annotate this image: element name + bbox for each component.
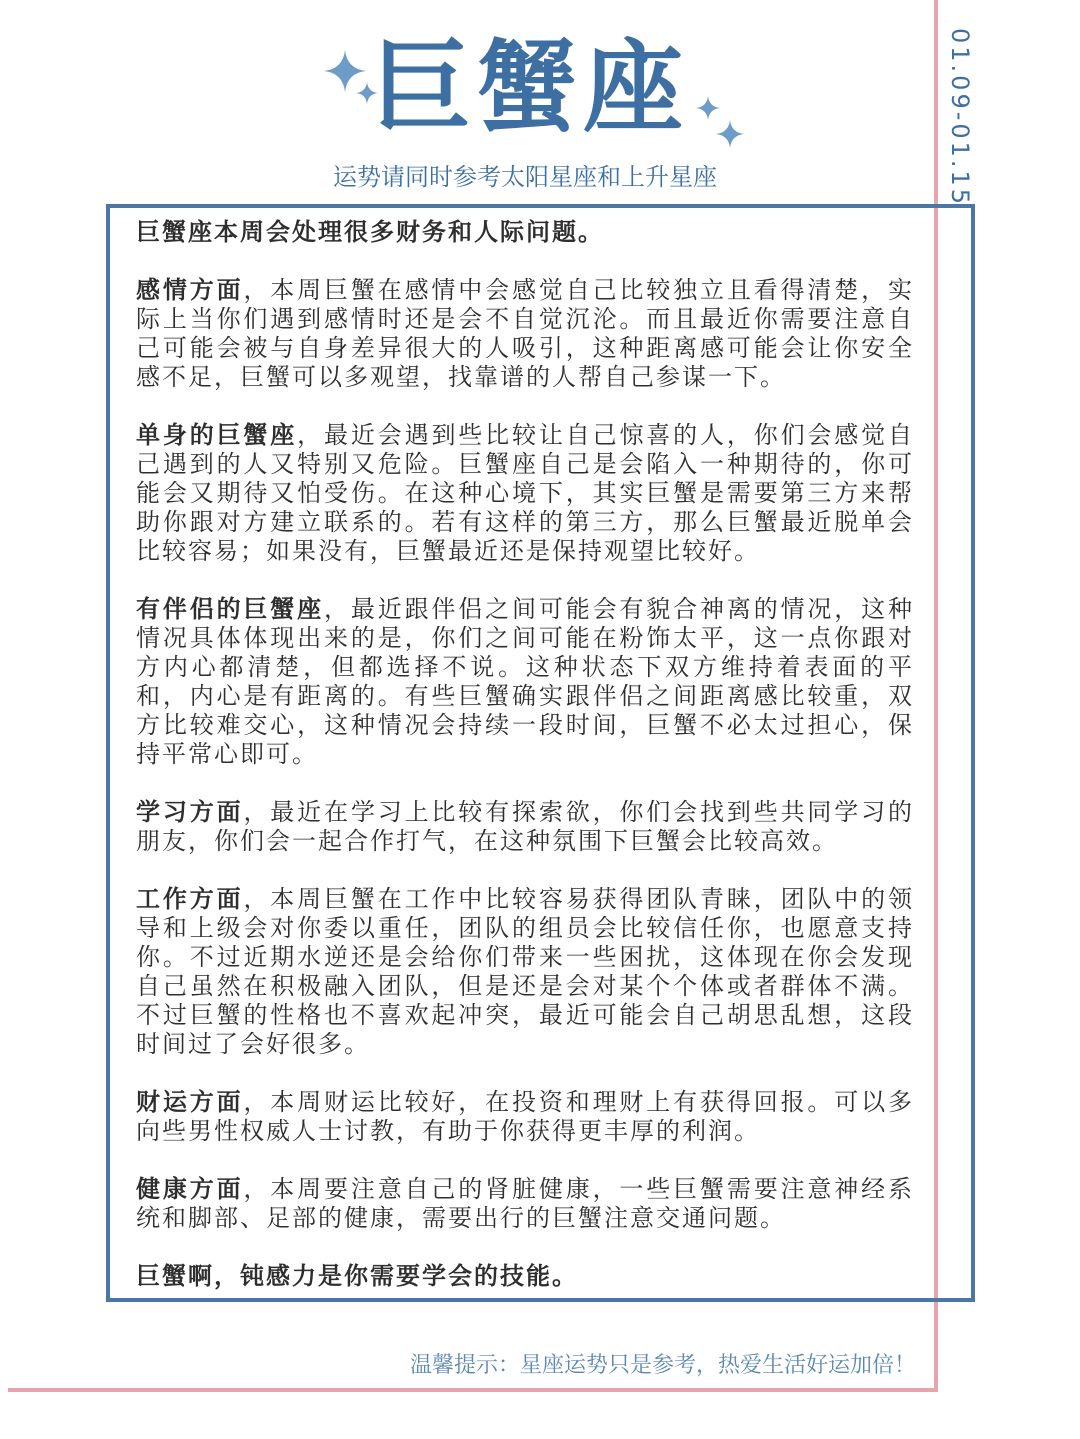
section-text: ，本周财运比较好，在投资和理财上有获得回报。可以多向些男性权威人士讨教，有助于你获得更丰厚的利润。: [136, 1088, 915, 1145]
section-heading: 有伴侣的巨蟹座: [136, 595, 324, 623]
section-heading: 单身的巨蟹座: [136, 421, 298, 449]
section-love: [136, 276, 914, 392]
section-heading: 学习方面: [136, 798, 244, 826]
section-health: [136, 1175, 914, 1233]
section-partnered: [136, 595, 914, 769]
section-single: [136, 421, 914, 566]
date-range: 01.09-01.15: [946, 28, 974, 208]
section-text: ，本周巨蟹在工作中比较容易获得团队青睐，团队中的领导和上级会对你委以重任，团队的组员会比较信任你，也愿意支持你。不过近期水逆还是会给你们带来一些困扰，这体现在你会发现自己虽然在积极融入团队，但是还是会对某个个体或者群体不满。不过巨蟹的性格也不喜欢起冲突，最近可能会自己胡思乱想，这段时间过了会好很多。: [136, 885, 915, 1058]
closing-text: 巨蟹啊，钝感力是你需要学会的技能。: [136, 1262, 578, 1290]
section-study: [136, 798, 914, 856]
section-work: [136, 885, 914, 1059]
horoscope-content: [136, 218, 914, 1320]
section-text: ，本周要注意自己的肾脏健康，一些巨蟹需要注意神经系统和脚部、足部的健康，需要出行的巨蟹注意交通问题。: [136, 1175, 915, 1232]
section-text: ，最近在学习上比较有探索欲，你们会找到些共同学习的朋友，你们会一起合作打气，在这种氛围下巨蟹会比较高效。: [136, 798, 915, 855]
section-text: ，最近跟伴侣之间可能会有貌合神离的情况，这种情况具体体现出来的是，你们之间可能在粉饰太平，这一点你跟对方内心都清楚，但都选择不说。这种状态下双方维持着表面的平和，内心是有距离的。有些巨蟹确实跟伴侣之间距离感比较重，双方比较难交心，这种情况会持续一段时间，巨蟹不必太过担心，保持平常心即可。: [136, 595, 914, 768]
intro-text: 巨蟹座本周会处理很多财务和人际问题。: [136, 218, 604, 246]
page-title: 巨蟹座: [371, 29, 689, 146]
section-text: ，最近会遇到些比较让自己惊喜的人，你们会感觉自己遇到的人又特别又危险。巨蟹座自己是会陷入一种期待的，你可能会又期待又怕受伤。在这种心境下，其实巨蟹是需要第三方来帮助你跟对方建立联系的。若有这样的第三方，那么巨蟹最近脱单会比较容易；如果没有，巨蟹最近还是保持观望比较好。: [136, 421, 915, 565]
section-text: ，本周巨蟹在感情中会感觉自己比较独立且看得清楚，实际上当你们遇到感情时还是会不自觉沉沦。而且最近你需要注意自己可能会被与自身差异很大的人吸引，这种距离感可能会让你安全感不足，巨蟹可以多观望，找靠谱的人帮自己参谋一下。: [136, 276, 915, 391]
footer-tip: 温馨提示：星座运势只是参考，热爱生活好运加倍！: [409, 1353, 916, 1378]
section-wealth: [136, 1088, 914, 1146]
section-heading: 健康方面: [136, 1175, 244, 1203]
section-heading: 财运方面: [136, 1088, 244, 1116]
pink-horizontal-line: [8, 1388, 938, 1392]
subtitle: 运势请同时参考太阳星座和上升星座: [333, 163, 717, 191]
intro-paragraph: [136, 218, 914, 247]
section-heading: 工作方面: [136, 885, 244, 913]
closing-paragraph: [136, 1262, 914, 1291]
section-heading: 感情方面: [136, 276, 244, 304]
